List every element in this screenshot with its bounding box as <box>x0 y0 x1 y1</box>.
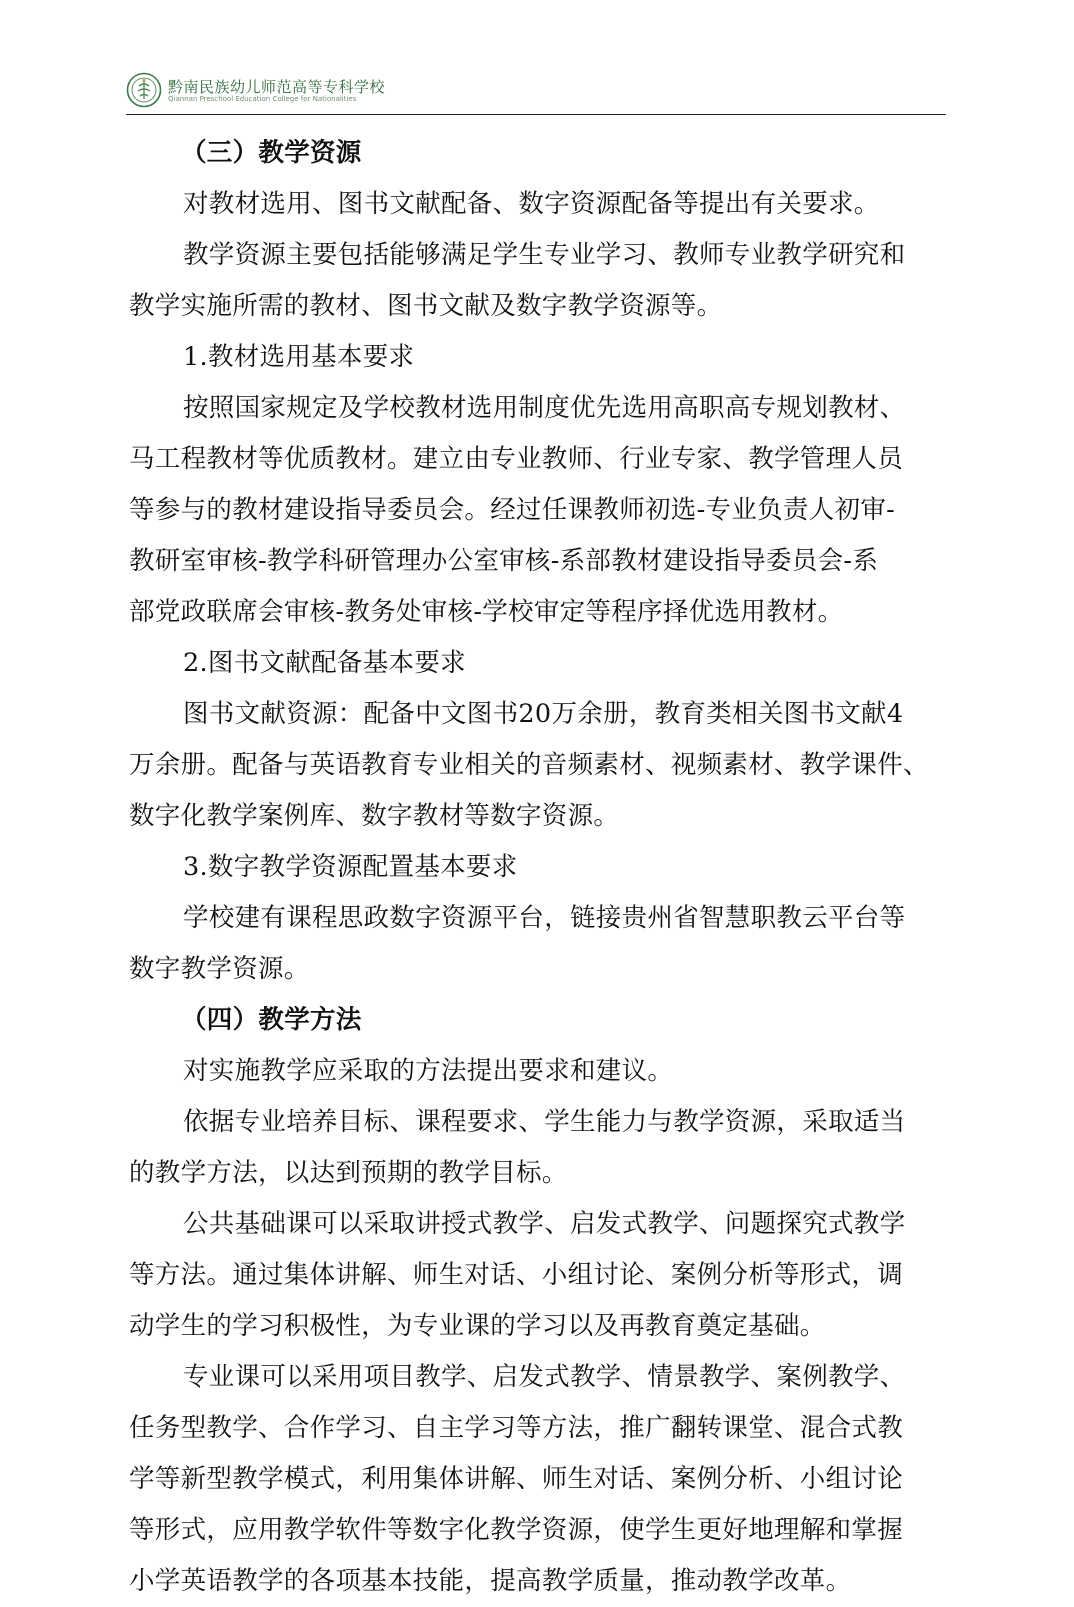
paragraph-line: 的教学方法，以达到预期的教学目标。 <box>129 1158 568 1188</box>
subheading-digital-resources: 3.数字教学资源配置基本要求 <box>183 852 518 882</box>
paragraph-line: 依据专业培养目标、课程要求、学生能力与教学资源，采取适当 <box>183 1107 906 1137</box>
paragraph-line: 小学英语教学的各项基本技能，提高教学质量，推动教学改革。 <box>129 1566 852 1596</box>
paragraph-line: 对教材选用、图书文献配备、数字资源配备等提出有关要求。 <box>183 189 880 219</box>
paragraph-line: 学等新型教学模式，利用集体讲解、师生对话、案例分析、小组讨论 <box>129 1464 904 1494</box>
college-name-en: Qiannan Preschool Education College for Nationalities <box>168 95 357 103</box>
page-header <box>126 68 946 112</box>
paragraph-line: 等形式，应用教学软件等数字化教学资源，使学生更好地理解和掌握 <box>129 1515 904 1545</box>
paragraph-line: 学校建有课程思政数字资源平台，链接贵州省智慧职教云平台等 <box>183 903 906 933</box>
section-heading-teaching-resources: （三）教学资源 <box>181 138 362 168</box>
paragraph-line: 部党政联席会审核-教务处审核-学校审定等程序择优选用教材。 <box>129 597 844 627</box>
paragraph-line: 万余册。配备与英语教育专业相关的音频素材、视频素材、教学课件、 <box>129 750 929 780</box>
paragraph-line: 教学实施所需的教材、图书文献及数字教学资源等。 <box>129 291 723 321</box>
paragraph-line: 公共基础课可以采取讲授式教学、启发式教学、问题探究式教学 <box>183 1209 906 1239</box>
paragraph-line: 等参与的教材建设指导委员会。经过任课教师初选-专业负责人初审- <box>129 495 896 525</box>
subheading-textbook-selection: 1.教材选用基本要求 <box>183 342 415 372</box>
college-logo-icon <box>126 72 162 108</box>
paragraph-line: 等方法。通过集体讲解、师生对话、小组讨论、案例分析等形式，调 <box>129 1260 904 1290</box>
paragraph-line: 数字化教学案例库、数字教材等数字资源。 <box>129 801 620 831</box>
subheading-library-resources: 2.图书文献配备基本要求 <box>183 648 466 678</box>
document-body <box>129 128 949 1607</box>
section-heading-teaching-methods: （四）教学方法 <box>181 1005 362 1035</box>
paragraph-line: 教研室审核-教学科研管理办公室审核-系部教材建设指导委员会-系 <box>129 546 879 576</box>
paragraph-line: 对实施教学应采取的方法提出要求和建议。 <box>183 1056 674 1086</box>
college-name-cn: 黔南民族幼儿师范高等专科学校 <box>168 78 386 96</box>
paragraph-line: 动学生的学习积极性，为专业课的学习以及再教育奠定基础。 <box>129 1311 826 1341</box>
paragraph-line: 专业课可以采用项目教学、启发式教学、情景教学、案例教学、 <box>183 1362 906 1392</box>
paragraph-line: 图书文献资源：配备中文图书20万余册，教育类相关图书文献4 <box>183 699 904 729</box>
header-divider <box>126 114 946 115</box>
paragraph-line: 教学资源主要包括能够满足学生专业学习、教师专业教学研究和 <box>183 240 906 270</box>
paragraph-line: 任务型教学、合作学习、自主学习等方法，推广翻转课堂、混合式教 <box>129 1413 904 1443</box>
paragraph-line: 按照国家规定及学校教材选用制度优先选用高职高专规划教材、 <box>183 393 906 423</box>
paragraph-line: 马工程教材等优质教材。建立由专业教师、行业专家、教学管理人员 <box>129 444 904 474</box>
paragraph-line: 数字教学资源。 <box>129 954 310 984</box>
